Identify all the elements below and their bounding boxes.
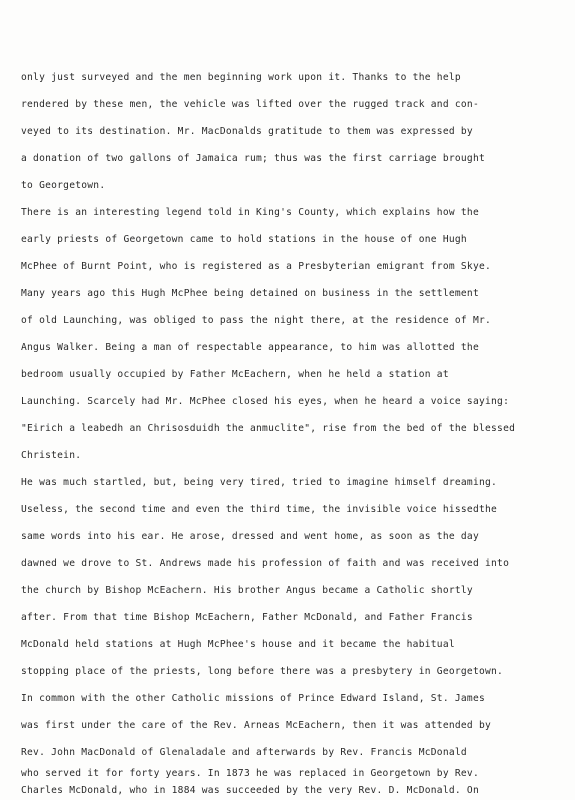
text-line-7: early priests of Georgetown came to hold stations in the house of one Hugh (21, 234, 467, 245)
text-line-2: rendered by these men, the vehicle was lifted over the rugged track and con- (21, 99, 479, 110)
text-line-13: Launching. Scarcely had Mr. McPhee closed his eyes, when he heard a voice saying: (21, 396, 510, 407)
text-line-1: only just surveyed and the men beginning work upon it. Thanks to the help (21, 72, 461, 83)
text-line-27: who served it for forty years. In 1873 he was replaced in Georgetown by Rev. (21, 768, 479, 779)
text-line-18: same words into his ear. He arose, dressed and went home, as soon as the day (21, 531, 479, 542)
text-line-11: Angus Walker. Being a man of respectable appearance, to him was allotted the (21, 342, 479, 353)
text-line-4: a donation of two gallons of Jamaica rum; thus was the first carriage brought (21, 153, 485, 164)
text-line-28: Charles McDonald, who in 1884 was succeeded by the very Rev. D. McDonald. On (21, 785, 479, 796)
text-line-16: He was much startled, but, being very tired, tried to imagine himself dreaming. (21, 477, 498, 488)
text-line-6: There is an interesting legend told in King's County, which explains how the (21, 207, 479, 218)
text-line-26: Rev. John MacDonald of Glenaladale and afterwards by Rev. Francis McDonald (21, 747, 467, 758)
text-line-20: the church by Bishop McEachern. His brother Angus became a Catholic shortly (21, 585, 473, 596)
text-line-12: bedroom usually occupied by Father McEachern, when he held a station at (21, 369, 449, 380)
text-line-21: after. From that time Bishop McEachern, Father McDonald, and Father Francis (21, 612, 473, 623)
text-line-5: to Georgetown. (21, 180, 106, 191)
text-line-15: Christein. (21, 450, 82, 461)
text-line-25: was first under the care of the Rev. Arneas McEachern, then it was attended by (21, 720, 492, 731)
text-line-23: stopping place of the priests, long before there was a presbytery in Georgetown. (21, 666, 504, 677)
text-line-10: of old Launching, was obliged to pass the night there, at the residence of Mr. (21, 315, 492, 326)
text-line-19: dawned we drove to St. Andrews made his profession of faith and was received into (21, 558, 510, 569)
text-line-14: "Eirich a leabedh an Chrisosduidh the anmuclite", rise from the bed of the blessed (21, 423, 516, 434)
text-line-9: Many years ago this Hugh McPhee being detained on business in the settlement (21, 288, 479, 299)
text-line-8: McPhee of Burnt Point, who is registered as a Presbyterian emigrant from Skye. (21, 261, 492, 272)
text-line-22: McDonald held stations at Hugh McPhee's house and it became the habitual (21, 639, 455, 650)
text-line-17: Useless, the second time and even the third time, the invisible voice hissedthe (21, 504, 498, 515)
text-line-3: veyed to its destination. Mr. MacDonalds gratitude to them was expressed by (21, 126, 473, 137)
text-line-24: In common with the other Catholic missions of Prince Edward Island, St. James (21, 693, 485, 704)
